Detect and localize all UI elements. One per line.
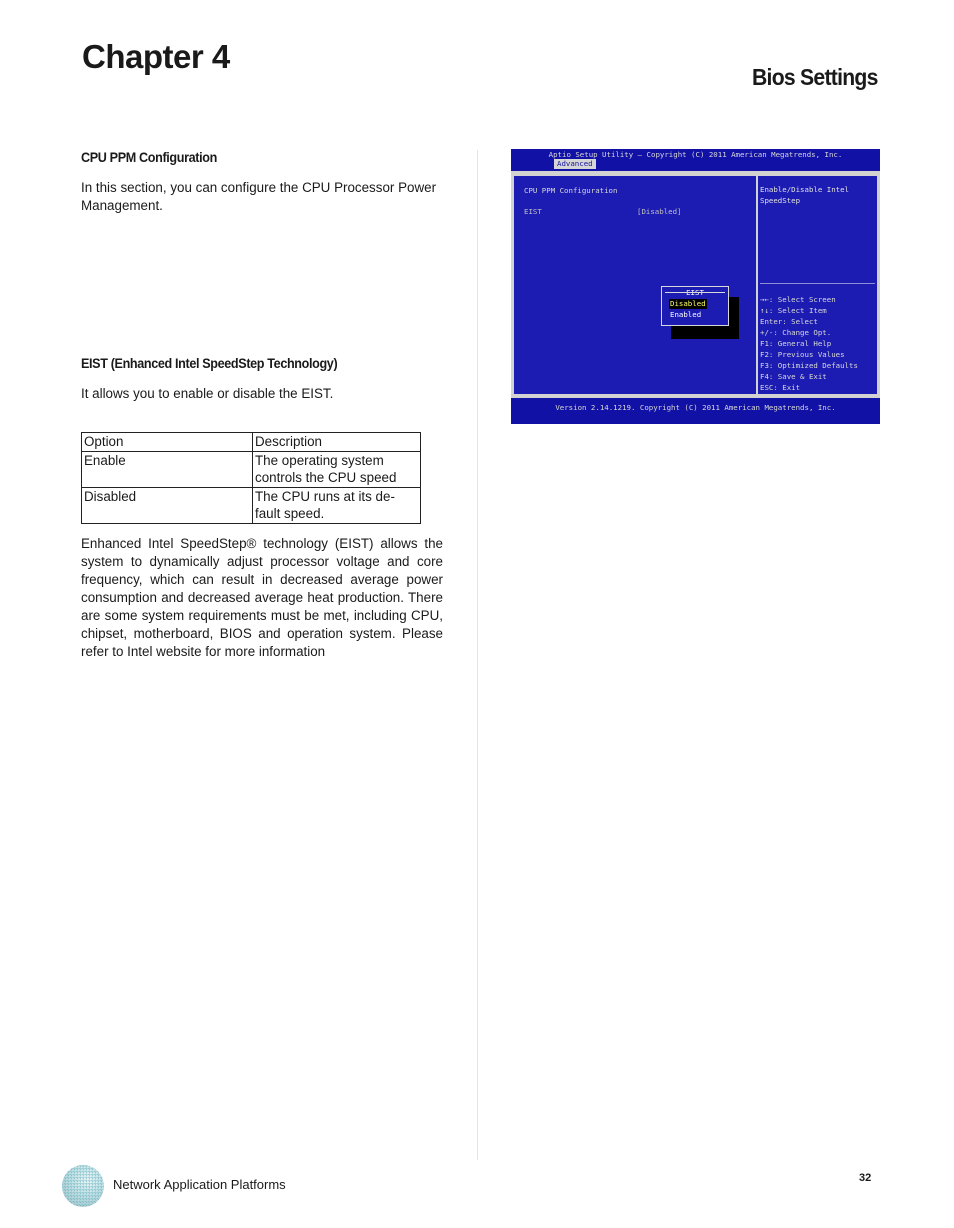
bios-key-hint: F4: Save & Exit: [760, 372, 827, 381]
bios-item-eist[interactable]: EIST: [524, 207, 542, 216]
bios-help-text-2: SpeedStep: [760, 196, 801, 205]
footer-company: Network Application Platforms: [113, 1177, 286, 1192]
cpu-ppm-heading: CPU PPM Configuration: [81, 149, 217, 165]
bios-footer-bar: [511, 398, 880, 424]
bios-item-eist-value[interactable]: [Disabled]: [637, 207, 682, 216]
section-title: Bios Settings: [752, 64, 878, 90]
bios-key-hint: +/-: Change Opt.: [760, 328, 832, 337]
popup-option-disabled[interactable]: Disabled: [670, 299, 706, 308]
eist-heading: EIST (Enhanced Intel SpeedStep Technology): [81, 355, 338, 371]
bios-key-hint: F1: General Help: [760, 339, 832, 348]
eist-popup: [661, 286, 729, 326]
bios-tab-advanced[interactable]: Advanced: [554, 159, 596, 169]
cpu-ppm-text: In this section, you can configure the CPU Processor Power Management.: [81, 180, 437, 213]
eist-text: It allows you to enable or disable the EIST.: [81, 386, 334, 401]
popup-option-enabled[interactable]: Enabled: [670, 310, 702, 319]
popup-divider: [665, 292, 725, 293]
table-cell-description: The CPU runs at its de-fault speed.: [253, 487, 421, 523]
eist-description: Enhanced Intel SpeedStep® technology (EIST) allows the system to dynamically adjust processor voltage and core frequency, which can result in decreased average power consumption and decreased average heat production. There are some system requirements must be met, including CPU, chipset, motherboard, BIOS and operation system. Please refer to Intel website for more information: [81, 536, 443, 659]
table-header-description: Description: [253, 433, 421, 452]
bios-menu-title: CPU PPM Configuration: [524, 186, 618, 195]
table-row: [82, 451, 421, 487]
bios-key-hint: F2: Previous Values: [760, 350, 845, 359]
table-cell-option: Disabled: [82, 487, 253, 523]
bios-help-text-1: Enable/Disable Intel: [760, 185, 849, 194]
bios-help-divider: [760, 283, 875, 284]
table-header-row: [82, 433, 421, 452]
bios-main-panel: [513, 175, 757, 395]
table-cell-description: The operating system controls the CPU speed: [253, 451, 421, 487]
bios-key-hint: F3: Optimized Defaults: [760, 361, 858, 370]
bios-header-bar: [511, 149, 880, 171]
table-row: [82, 487, 421, 523]
column-divider: [477, 150, 478, 1160]
table-cell-option: Enable: [82, 451, 253, 487]
bios-key-hint: ESC: Exit: [760, 383, 801, 392]
bios-body: [511, 171, 880, 398]
bios-version: Version 2.14.1219. Copyright (C) 2011 American Megatrends, Inc.: [555, 403, 836, 412]
bios-help-panel: [757, 175, 878, 395]
company-logo-icon: [61, 1164, 105, 1208]
bios-key-hint: Enter: Select: [760, 317, 818, 326]
table-header-option: Option: [82, 433, 253, 452]
bios-screenshot: [511, 149, 880, 424]
chapter-title: Chapter 4: [82, 38, 230, 75]
page-number: 32: [859, 1172, 872, 1184]
bios-key-hint: ↑↓: Select Item: [760, 306, 827, 315]
bios-title: Aptio Setup Utility – Copyright (C) 2011 American Megatrends, Inc.: [548, 150, 843, 159]
options-table: [81, 432, 421, 524]
bios-key-hint: →←: Select Screen: [760, 295, 836, 304]
